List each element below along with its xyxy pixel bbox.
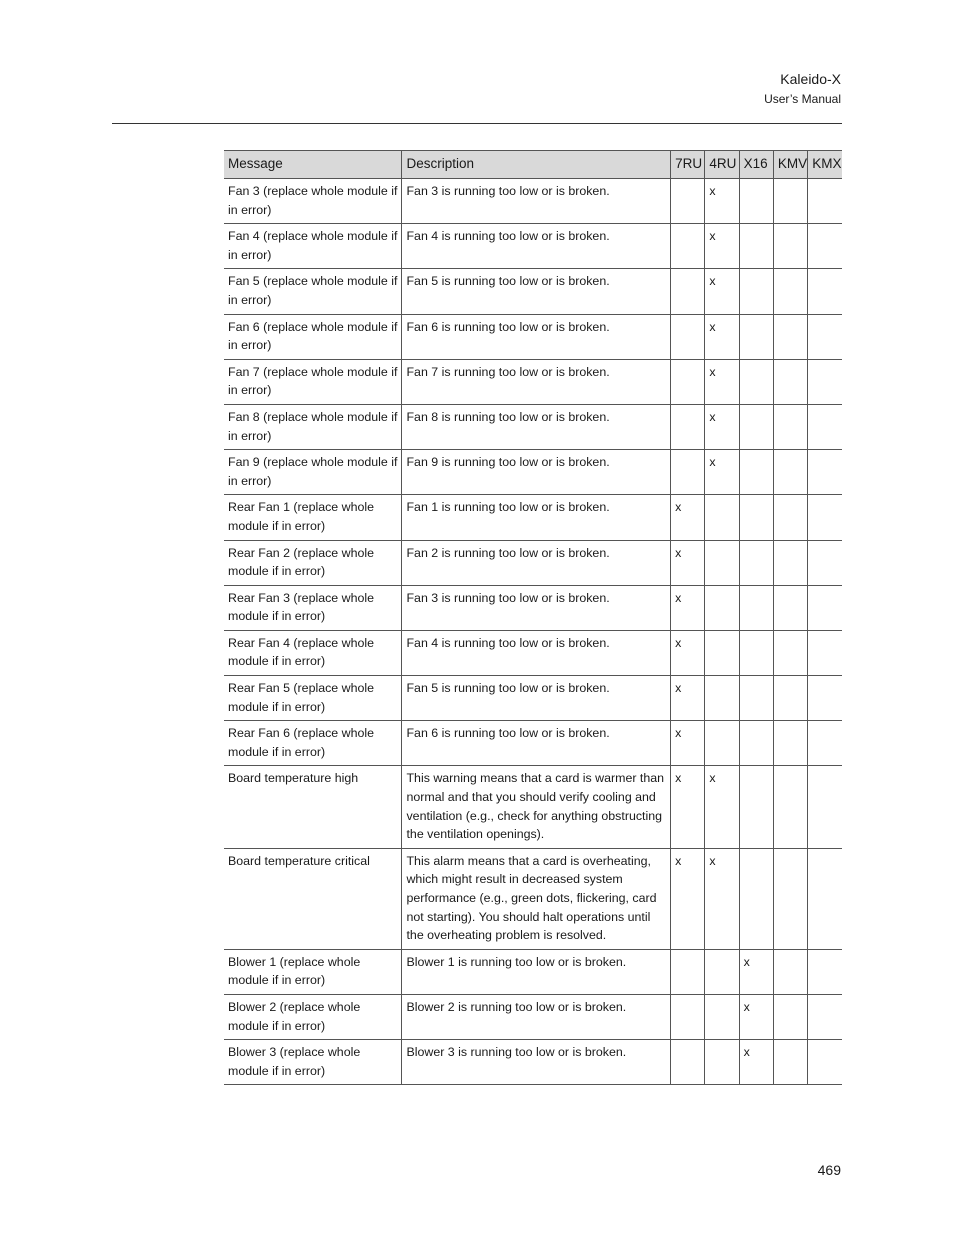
platform-flag-kmv [773,949,807,994]
platform-flag-kmx [808,450,842,495]
platform-flag-kmv [773,540,807,585]
platform-flag-7ru: x [671,495,705,540]
platform-flag-x16 [739,721,773,766]
table-row [224,540,842,585]
platform-flag-kmx [808,949,842,994]
table-header-row [224,151,842,179]
platform-flag-kmx [808,585,842,630]
message-cell: Fan 7 (replace whole module if in error) [224,359,402,404]
platform-flag-kmv [773,585,807,630]
platform-flag-4ru [705,949,739,994]
platform-flag-7ru [671,359,705,404]
platform-flag-kmx [808,721,842,766]
column-header-x16: X16 [739,151,773,179]
platform-flag-kmv [773,495,807,540]
platform-flag-4ru: x [705,269,739,314]
document-title: Kaleido-X [780,71,841,87]
platform-flag-x16 [739,766,773,848]
platform-flag-kmv [773,1040,807,1085]
platform-flag-kmv [773,994,807,1039]
platform-flag-x16 [739,585,773,630]
column-header-message: Message [224,151,402,179]
description-cell: Fan 7 is running too low or is broken. [402,359,671,404]
platform-flag-kmx [808,630,842,675]
platform-flag-x16 [739,359,773,404]
message-cell: Board temperature critical [224,848,402,949]
platform-flag-7ru [671,1040,705,1085]
platform-flag-x16: x [739,1040,773,1085]
platform-flag-7ru [671,949,705,994]
platform-flag-4ru [705,630,739,675]
platform-flag-x16 [739,450,773,495]
platform-flag-7ru: x [671,540,705,585]
platform-flag-7ru: x [671,585,705,630]
column-header-kmv: KMV [773,151,807,179]
table-row [224,1040,842,1085]
platform-flag-kmx [808,359,842,404]
table-row [224,630,842,675]
platform-flag-x16 [739,179,773,224]
table-row [224,269,842,314]
platform-flag-x16 [739,676,773,721]
message-cell: Blower 3 (replace whole module if in error) [224,1040,402,1085]
description-cell: Fan 6 is running too low or is broken. [402,721,671,766]
description-cell: Fan 8 is running too low or is broken. [402,404,671,449]
platform-flag-7ru [671,224,705,269]
platform-flag-kmv [773,766,807,848]
platform-flag-7ru [671,314,705,359]
platform-flag-x16: x [739,994,773,1039]
platform-flag-x16 [739,848,773,949]
table-row [224,676,842,721]
description-cell: Fan 9 is running too low or is broken. [402,450,671,495]
platform-flag-7ru [671,994,705,1039]
description-cell: Blower 2 is running too low or is broken. [402,994,671,1039]
header-rule [112,123,842,124]
platform-flag-kmv [773,450,807,495]
platform-flag-x16 [739,495,773,540]
platform-flag-kmv [773,359,807,404]
description-cell: Fan 4 is running too low or is broken. [402,224,671,269]
platform-flag-x16: x [739,949,773,994]
column-header-description: Description [402,151,671,179]
platform-flag-kmx [808,540,842,585]
message-cell: Blower 2 (replace whole module if in error) [224,994,402,1039]
platform-flag-x16 [739,540,773,585]
platform-flag-kmx [808,766,842,848]
table-row [224,949,842,994]
platform-flag-x16 [739,269,773,314]
platform-flag-kmx [808,224,842,269]
platform-flag-4ru: x [705,314,739,359]
platform-flag-kmv [773,404,807,449]
table-row [224,314,842,359]
platform-flag-4ru: x [705,766,739,848]
platform-flag-4ru [705,540,739,585]
platform-flag-x16 [739,404,773,449]
description-cell: Fan 3 is running too low or is broken. [402,179,671,224]
message-cell: Fan 8 (replace whole module if in error) [224,404,402,449]
description-cell: Blower 1 is running too low or is broken. [402,949,671,994]
page-number: 469 [817,1162,841,1178]
table-row [224,721,842,766]
platform-flag-kmv [773,721,807,766]
platform-flag-4ru: x [705,404,739,449]
table-row [224,450,842,495]
platform-flag-kmv [773,676,807,721]
message-cell: Board temperature high [224,766,402,848]
platform-flag-kmv [773,269,807,314]
platform-flag-4ru [705,585,739,630]
platform-flag-4ru: x [705,359,739,404]
platform-flag-kmx [808,994,842,1039]
platform-flag-kmv [773,630,807,675]
platform-flag-kmx [808,1040,842,1085]
platform-flag-kmx [808,848,842,949]
platform-flag-4ru: x [705,848,739,949]
message-cell: Rear Fan 1 (replace whole module if in error) [224,495,402,540]
message-cell: Rear Fan 2 (replace whole module if in error) [224,540,402,585]
platform-flag-kmx [808,404,842,449]
platform-flag-7ru [671,404,705,449]
platform-flag-7ru: x [671,848,705,949]
message-cell: Rear Fan 5 (replace whole module if in error) [224,676,402,721]
column-header-4ru: 4RU [705,151,739,179]
platform-flag-x16 [739,224,773,269]
platform-flag-4ru [705,994,739,1039]
platform-flag-kmv [773,314,807,359]
message-cell: Fan 5 (replace whole module if in error) [224,269,402,314]
message-cell: Blower 1 (replace whole module if in error) [224,949,402,994]
platform-flag-kmv [773,179,807,224]
platform-flag-kmx [808,676,842,721]
column-header-kmx: KMX [808,151,842,179]
platform-flag-7ru: x [671,721,705,766]
table-row [224,848,842,949]
message-cell: Fan 3 (replace whole module if in error) [224,179,402,224]
message-cell: Rear Fan 3 (replace whole module if in error) [224,585,402,630]
platform-flag-kmx [808,269,842,314]
description-cell: Fan 2 is running too low or is broken. [402,540,671,585]
platform-flag-4ru: x [705,224,739,269]
description-cell: Fan 1 is running too low or is broken. [402,495,671,540]
description-cell: This alarm means that a card is overheating, which might result in decreased system performance (e.g., green dots, flickering, card not starting). You should halt operations until the overheating problem is resolved. [402,848,671,949]
table-row [224,179,842,224]
message-cell: Fan 4 (replace whole module if in error) [224,224,402,269]
platform-flag-4ru [705,721,739,766]
platform-flag-kmv [773,224,807,269]
platform-flag-4ru: x [705,450,739,495]
platform-flag-7ru: x [671,766,705,848]
platform-flag-kmx [808,495,842,540]
platform-flag-7ru [671,179,705,224]
table-row [224,495,842,540]
table-row [224,994,842,1039]
platform-flag-4ru [705,676,739,721]
platform-flag-4ru: x [705,179,739,224]
description-cell: This warning means that a card is warmer than normal and that you should verify cooling and ventilation (e.g., check for anything obstructing the ventilation openings). [402,766,671,848]
description-cell: Blower 3 is running too low or is broken. [402,1040,671,1085]
table-row [224,766,842,848]
platform-flag-kmv [773,848,807,949]
platform-flag-kmx [808,179,842,224]
table-row [224,404,842,449]
description-cell: Fan 4 is running too low or is broken. [402,630,671,675]
platform-flag-7ru [671,269,705,314]
alarm-messages-table [224,150,842,1085]
table-row [224,224,842,269]
platform-flag-7ru: x [671,676,705,721]
message-cell: Rear Fan 4 (replace whole module if in error) [224,630,402,675]
message-cell: Fan 6 (replace whole module if in error) [224,314,402,359]
description-cell: Fan 3 is running too low or is broken. [402,585,671,630]
platform-flag-7ru: x [671,630,705,675]
table-row [224,359,842,404]
platform-flag-4ru [705,495,739,540]
message-cell: Rear Fan 6 (replace whole module if in error) [224,721,402,766]
document-subtitle: User’s Manual [764,92,841,106]
message-cell: Fan 9 (replace whole module if in error) [224,450,402,495]
column-header-7ru: 7RU [671,151,705,179]
platform-flag-4ru [705,1040,739,1085]
platform-flag-kmx [808,314,842,359]
platform-flag-x16 [739,314,773,359]
description-cell: Fan 5 is running too low or is broken. [402,269,671,314]
table-row [224,585,842,630]
description-cell: Fan 6 is running too low or is broken. [402,314,671,359]
platform-flag-x16 [739,630,773,675]
description-cell: Fan 5 is running too low or is broken. [402,676,671,721]
platform-flag-7ru [671,450,705,495]
